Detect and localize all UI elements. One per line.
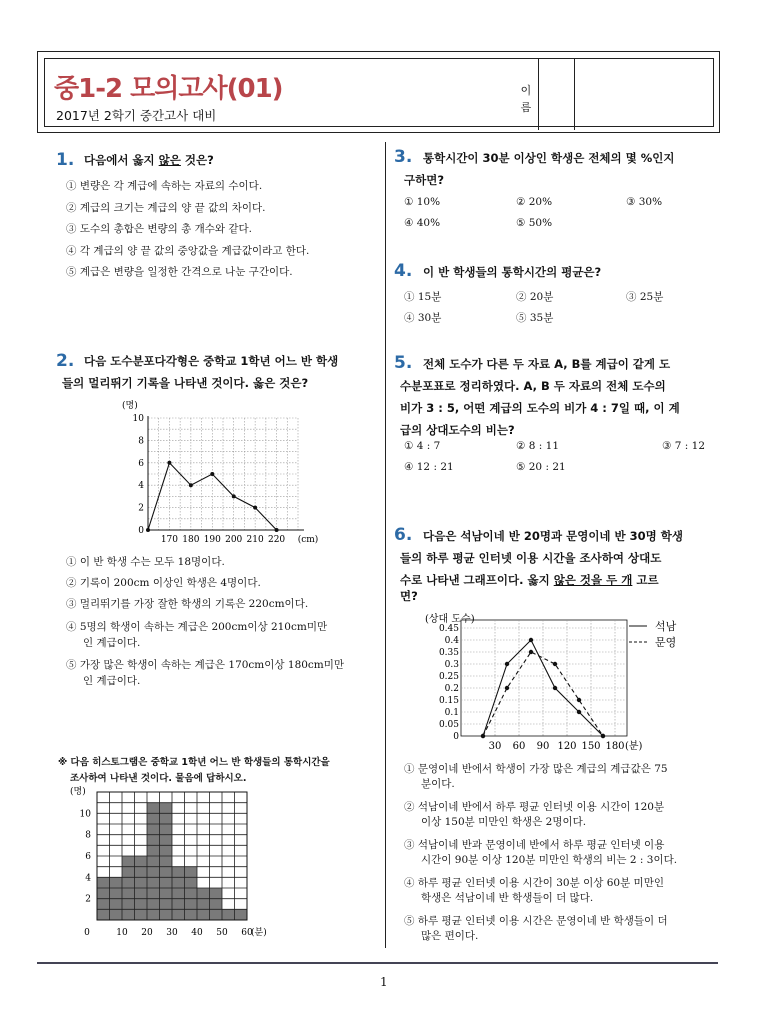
x-tick-label: 190 (203, 535, 221, 545)
y-tick-label: 10 (132, 414, 144, 424)
y-tick-label: 6 (85, 852, 91, 862)
data-point (481, 734, 485, 738)
header-inner-border (44, 58, 45, 127)
q1-options (66, 176, 309, 284)
x-tick-label: 40 (191, 928, 203, 938)
legend-label: 문영 (655, 636, 677, 649)
page-number: 1 (380, 975, 388, 989)
data-point (601, 734, 605, 738)
y-tick-label: 0.05 (438, 720, 459, 730)
header-inner-border (44, 58, 714, 59)
plot-frame (461, 620, 627, 736)
x-tick-label: 50 (216, 928, 228, 938)
x-tick-label: 200 (225, 535, 243, 545)
q6-option-cont: 많은 편이다. (421, 930, 479, 942)
q1-option[interactable]: ④ 각 계급의 양 끝 값의 중앙값을 계급값이라고 한다. (66, 244, 310, 257)
y-axis-unit: (명) (70, 787, 86, 797)
q6-question-line3 (400, 570, 659, 591)
q6-number: 6. (394, 525, 413, 545)
q5-question-line3: 비가 3 : 5, 어떤 계급의 도수의 비가 4 : 7일 때, 이 계 (400, 401, 680, 415)
data-point (146, 528, 150, 532)
x-tick-label: 180 (605, 741, 625, 752)
q6-relative-frequency-chart (415, 608, 705, 753)
x-tick-label: 180 (182, 535, 200, 545)
legend-label: 석남 (655, 620, 677, 633)
q1-question (84, 150, 214, 171)
x-tick-label: 60 (241, 928, 253, 938)
x-axis-unit: (분) (251, 928, 267, 938)
commute-histogram (70, 784, 275, 942)
x-tick-label: 170 (160, 535, 179, 545)
q1-option[interactable]: ③ 도수의 총합은 변량의 총 개수와 같다. (66, 223, 253, 235)
q3-option[interactable]: ② 20% (516, 196, 553, 208)
y-tick-label: 0.4 (444, 636, 459, 646)
y-tick-label: 6 (138, 458, 144, 469)
q5-number: 5. (394, 353, 413, 373)
x-axis-unit: (분) (625, 741, 643, 752)
x-tick-label: 120 (557, 741, 577, 752)
q6-option[interactable]: ⑤ 하루 평균 인터넷 이용 시간은 문영이네 반 학생들이 더 (404, 915, 668, 927)
y-tick-label: 8 (138, 436, 144, 447)
q3-option[interactable]: ⑤ 50% (516, 217, 553, 229)
y-tick-label: 8 (85, 830, 91, 841)
header-divider (538, 58, 539, 130)
q5-option[interactable]: ④ 12 : 21 (404, 461, 454, 473)
x-tick-label: 220 (267, 535, 286, 545)
q6-option-cont: 학생은 석남이네 반 학생들이 더 많다. (421, 892, 594, 904)
q6-option[interactable]: ④ 하루 평균 인터넷 이용 시간이 30분 이상 60분 미만인 (404, 877, 664, 889)
q5-option[interactable]: ② 8 : 11 (516, 440, 560, 452)
q3-option[interactable]: ④ 40% (404, 217, 441, 229)
data-point (232, 494, 236, 498)
data-point (529, 650, 533, 654)
q5-question-line1: 전체 도수가 다른 두 자료 A, B를 계급이 같게 도 (423, 357, 671, 371)
q5-question-line2: 수분포표로 정리하였다. A, B 두 자료의 전체 도수의 (400, 379, 666, 393)
q3-number: 3. (394, 147, 413, 167)
y-tick-label: 0.3 (444, 660, 459, 670)
histogram-intro (58, 755, 388, 787)
data-point (553, 662, 557, 666)
header-inner-border (713, 58, 714, 127)
data-point (529, 638, 533, 642)
q1-option[interactable]: ② 계급의 크기는 계급의 양 끝 값의 차이다. (66, 201, 266, 214)
data-point (505, 662, 509, 666)
data-point (577, 698, 581, 702)
y-tick-label: 0.25 (438, 672, 459, 682)
histogram-intro-line1: ※ 다음 히스토그램은 중학교 1학년 어느 반 학생들의 통학시간을 (58, 757, 330, 768)
q2-number: 2. (56, 351, 75, 371)
x-axis-unit: (cm) (297, 535, 319, 545)
header-divider (574, 58, 575, 130)
q2-polygon-chart (110, 396, 320, 546)
q3-question-line2: 구하면? (404, 173, 444, 187)
q1-option[interactable]: ① 변량은 각 계급에 속하는 자료의 수이다. (66, 180, 263, 192)
q1-text-underlined: 않은 (158, 153, 181, 167)
exam-title: 중1-2 모의고사(01) (54, 74, 283, 104)
histogram-intro-line2: 조사하여 나타낸 것이다. 물음에 답하시오. (70, 773, 247, 784)
x-tick-label: 20 (141, 928, 153, 938)
q6-option-cont: 이상 150분 미만인 학생은 2명이다. (421, 816, 587, 828)
data-point (210, 472, 214, 476)
page-bottom-rule (37, 962, 718, 964)
x-tick-label: 10 (116, 928, 128, 938)
header-box (37, 51, 720, 133)
data-point (189, 483, 193, 487)
column-divider (385, 142, 386, 948)
y-tick-label: 4 (85, 873, 91, 884)
x-tick-label: 150 (581, 741, 601, 752)
data-point (577, 710, 581, 714)
q4-option[interactable]: ④ 30분 (404, 312, 442, 324)
q6-option[interactable]: ① 문영이네 반에서 학생이 가장 많은 계급의 계급값은 75 (404, 763, 668, 775)
q2-option[interactable]: ① 이 반 학생 수는 모두 18명이다. (66, 556, 225, 568)
y-axis-unit: (명) (122, 401, 138, 411)
x-tick-label: 60 (512, 741, 526, 752)
x-tick-label: 30 (166, 928, 178, 938)
header-inner-border (44, 126, 714, 127)
q4-option[interactable]: ① 15분 (404, 291, 442, 303)
x-tick-label: 210 (246, 535, 264, 545)
q1-text-post: 것은? (180, 153, 214, 167)
q4-option[interactable]: ② 20분 (516, 291, 554, 303)
y-tick-label: 10 (79, 809, 91, 820)
y-tick-label: 0.2 (444, 684, 459, 694)
q6-text-post: 고르 (632, 573, 659, 587)
q6-option[interactable]: ③ 석남이네 반과 문영이네 반에서 하루 평균 인터넷 이용 (404, 839, 665, 851)
y-tick-label: 2 (138, 503, 144, 514)
y-tick-label: 2 (85, 894, 91, 905)
data-point (253, 506, 257, 510)
data-point (505, 686, 509, 690)
y-tick-label: 0.35 (438, 648, 459, 658)
q6-question-line1: 다음은 석남이네 반 20명과 문영이네 반 30명 학생 (423, 529, 683, 543)
y-tick-label: 4 (138, 481, 144, 492)
exam-subtitle: 2017년 2학기 중간고사 대비 (56, 108, 217, 123)
q5-option[interactable]: ⑤ 20 : 21 (516, 461, 566, 473)
y-tick-label: 0 (453, 732, 459, 742)
q2-option-cont: 인 계급이다. (83, 637, 141, 649)
q3-option[interactable]: ③ 30% (626, 196, 663, 208)
x-tick-label: 30 (488, 741, 502, 752)
q6-option[interactable]: ② 석남이네 반에서 하루 평균 인터넷 이용 시간이 120분 (404, 801, 665, 813)
q2-option[interactable]: ④ 5명의 학생이 속하는 계급은 200cm이상 210cm미만 (66, 621, 328, 633)
q2-option[interactable]: ② 기록이 200cm 이상인 학생은 4명이다. (66, 577, 261, 589)
q1-text-pre: 다음에서 옳지 (84, 153, 159, 167)
q6-question-line2: 들의 하루 평균 인터넷 이용 시간을 조사하여 상대도 (400, 551, 662, 565)
q6-question-line4: 면? (400, 589, 418, 603)
q6-text-underlined: 않은 것을 두 개 (553, 573, 633, 587)
y-tick-label: 0.1 (444, 708, 459, 718)
x-tick-label: 0 (84, 928, 90, 938)
q1-option[interactable]: ⑤ 계급은 변량을 일정한 간격으로 나눈 구간이다. (66, 266, 293, 278)
y-axis-unit: (상대 도수) (425, 614, 475, 625)
q2-option[interactable]: ③ 멀리뛰기를 가장 잘한 학생의 기록은 220cm이다. (66, 598, 309, 610)
data-point (553, 686, 557, 690)
y-tick-label: 0.15 (438, 696, 459, 706)
q2-option[interactable]: ⑤ 가장 많은 학생이 속하는 계급은 170cm이상 180cm미만 (66, 659, 345, 671)
q4-question: 이 반 학생들의 통학시간의 평균은? (423, 265, 602, 279)
name-field-label: 이 름 (520, 84, 532, 114)
q1-number: 1. (56, 150, 75, 170)
q2-question-line1: 다음 도수분포다각형은 중학교 1학년 어느 반 학생 (84, 354, 339, 368)
q5-option[interactable]: ① 4 : 7 (404, 440, 441, 452)
q5-question-line4: 급의 상대도수의 비는? (400, 423, 515, 437)
q6-text-pre: 수로 나타낸 그래프이다. 옳지 (400, 573, 554, 587)
q4-number: 4. (394, 261, 413, 281)
y-tick-label: 0 (138, 526, 144, 536)
q2-option-cont: 인 계급이다. (83, 675, 141, 687)
q2-question-line2: 들의 멀리뛰기 기록을 나타낸 것이다. 옳은 것은? (62, 376, 309, 390)
q6-option-cont: 분이다. (421, 778, 455, 790)
data-point (167, 461, 171, 465)
q6-option-cont: 시간이 90분 이상 120분 미만인 학생의 비는 2 : 3이다. (421, 854, 678, 866)
data-point (275, 528, 279, 532)
q2-options (66, 552, 344, 689)
q5-option[interactable]: ③ 7 : 12 (662, 440, 706, 452)
q3-option[interactable]: ① 10% (404, 196, 441, 208)
y-tick-label: 0.45 (438, 624, 459, 634)
q4-option[interactable]: ⑤ 35분 (516, 312, 554, 324)
q3-question-line1: 통학시간이 30분 이상인 학생은 전체의 몇 %인지 (423, 151, 675, 165)
q4-option[interactable]: ③ 25분 (626, 291, 664, 303)
x-tick-label: 90 (536, 741, 550, 752)
q6-options (404, 762, 720, 944)
